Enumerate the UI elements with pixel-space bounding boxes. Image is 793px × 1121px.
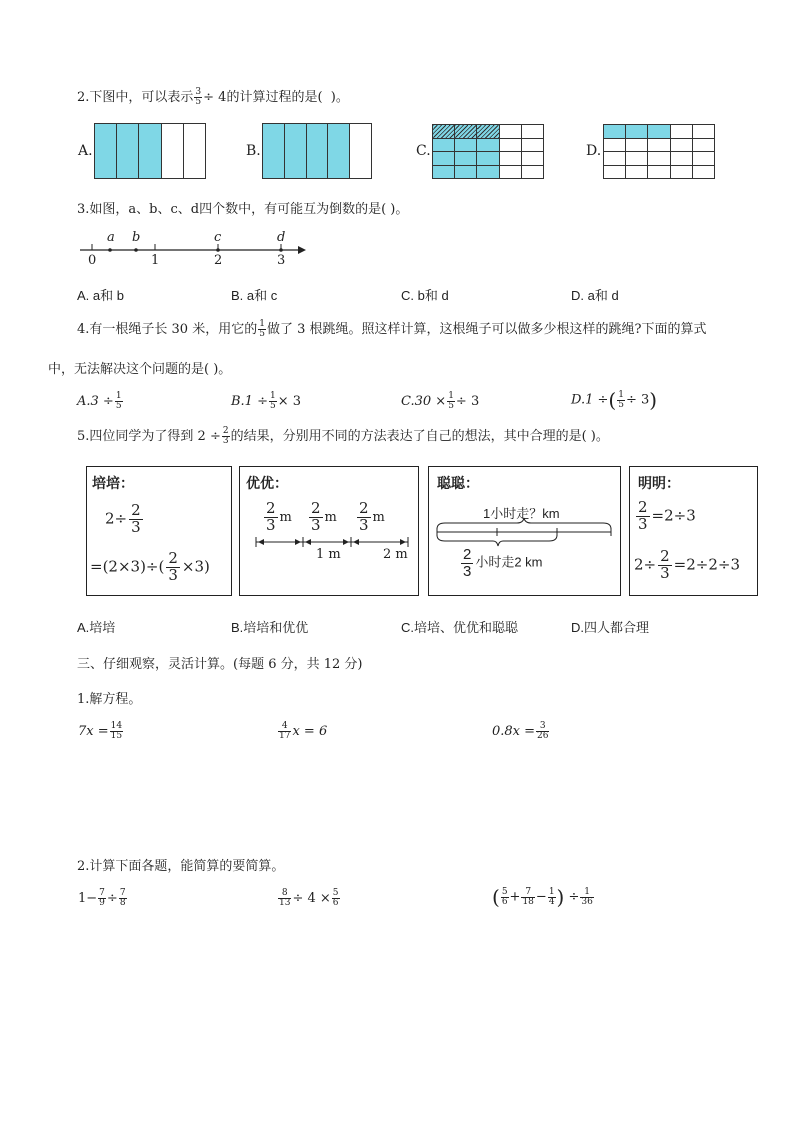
q4-option-d[interactable]: D.1 ÷( $\frac{1}{5}$ ÷ 3) — [571, 388, 658, 412]
congcong-bottom-label: $\frac{2}{3}$ 小时走2 km — [463, 546, 543, 580]
q3-tick-1: 1 — [151, 253, 160, 268]
q4-option-b[interactable]: B.1 ÷ $\frac{1}{5}$ × 3 — [231, 391, 302, 411]
q2-option-d-label[interactable]: D. — [586, 143, 602, 159]
youyou-seg3-label: $\frac{2}{3}$ m — [359, 499, 385, 534]
q5-box-youyou — [239, 466, 419, 596]
q4-option-c[interactable]: C.30 × $\frac{1}{5}$ ÷ 3 — [401, 391, 480, 411]
mingming-name: 明明： — [638, 476, 680, 492]
q5-fraction: $\frac{2}{3}$ — [222, 426, 229, 446]
q5-box-mingming — [629, 466, 758, 596]
mingming-line2: 2÷ $\frac{2}{3}$ =2÷2÷3 — [634, 547, 741, 582]
q2-stem: 2.下图中，可以表示 $\frac{3}{5}$ ÷ 4的计算过程的是( )。 — [77, 87, 349, 107]
calc-3: ( $\frac{5}{6}$ + $\frac{7}{18}$ − $\frac{1}{4}$ ) ÷ $\frac{1}{36}$ — [492, 885, 593, 909]
q5-option-c[interactable]: C.培培、优优和聪聪 — [401, 620, 519, 635]
section3-title: 三、仔细观察，灵活计算。(每题 6 分，共 12 分) — [77, 657, 363, 672]
q3-point-a: a — [107, 230, 115, 245]
q4-option-a[interactable]: A.3 ÷ $\frac{1}{5}$ — [77, 391, 122, 411]
equation-2: $\frac{4}{17}$ x = 6 — [279, 721, 328, 741]
peipei-name: 培培： — [92, 476, 134, 492]
calc-2: $\frac{8}{13}$ ÷ 4 × $\frac{5}{6}$ — [279, 888, 339, 908]
q3-tick-3: 3 — [277, 253, 286, 268]
youyou-label-1m: 1 m — [316, 547, 341, 562]
q3-stem: 3.如图，a、b、c、d四个数中，有可能互为倒数的是( )。 — [77, 202, 409, 217]
q3-point-d: d — [277, 230, 286, 245]
q5-box-congcong — [428, 466, 621, 596]
q4-fraction: $\frac{1}{5}$ — [259, 319, 265, 339]
q4-stem-line2: 中，无法解决这个问题的是( )。 — [48, 362, 232, 377]
q5-option-b[interactable]: B.培培和优优 — [231, 620, 309, 635]
q2-fraction: $\frac{3}{5}$ — [195, 87, 202, 107]
q3-option-d[interactable]: D. a和 d — [571, 288, 619, 303]
q2-option-a-label[interactable]: A. — [78, 143, 93, 159]
q3-point-c: c — [214, 230, 222, 245]
peipei-line1: 2÷ $\frac{2}{3}$ — [105, 501, 141, 536]
calc-1: 1− $\frac{7}{9}$ ÷ $\frac{7}{8}$ — [78, 888, 126, 908]
q3-tick-0: 0 — [88, 253, 97, 268]
equation-1: 7x = $\frac{14}{15}$ — [78, 721, 123, 741]
q2-text-a: 2. — [77, 90, 90, 105]
youyou-label-2m: 2 m — [383, 547, 408, 562]
q3-option-c[interactable]: C. b和 d — [401, 288, 449, 303]
equation-3: 0.8x = $\frac{3}{26}$ — [492, 721, 549, 741]
peipei-line2: =(2×3)÷( $\frac{2}{3}$ ×3) — [90, 549, 210, 584]
congcong-top-label: 1小时走？km — [483, 506, 560, 521]
q5-option-d[interactable]: D.四人都合理 — [571, 620, 650, 635]
q3-option-b[interactable]: B. a和 c — [231, 288, 278, 303]
q3-option-a[interactable]: A. a和 b — [77, 288, 124, 303]
sec3-q2-title: 2.计算下面各题，能简算的要简算。 — [77, 859, 285, 874]
congcong-name: 聪聪： — [437, 476, 479, 492]
q2-option-b-figure — [262, 123, 372, 179]
mingming-line1: $\frac{2}{3}$ =2÷3 — [638, 498, 696, 533]
q5-box-peipei — [86, 466, 232, 596]
q2-option-c-figure — [432, 124, 544, 179]
q2-option-d-figure — [603, 124, 715, 179]
sec3-q1-title: 1.解方程。 — [77, 692, 142, 707]
q2-option-c-label[interactable]: C. — [416, 143, 431, 159]
q4-stem: 4.有一根绳子长 30 米，用它的 $\frac{1}{5}$ 做了 3 根跳绳。照这样计算，这根绳子可以做多少根这样的跳绳?下面的算式 — [77, 319, 707, 339]
q3-tick-2: 2 — [214, 253, 223, 268]
youyou-seg1-label: $\frac{2}{3}$ m — [266, 499, 292, 534]
q5-stem: 5.四位同学为了得到 2 ÷ $\frac{2}{3}$ 的结果，分别用不同的方法表达了自己的想法，其中合理的是( )。 — [77, 426, 609, 446]
q5-option-a[interactable]: A.培培 — [77, 620, 116, 635]
q3-point-b: b — [132, 230, 141, 245]
q2-option-a-figure — [94, 123, 206, 179]
q2-option-b-label[interactable]: B. — [246, 143, 261, 159]
youyou-name: 优优： — [246, 476, 288, 492]
congcong-brace-diagram — [433, 517, 615, 549]
youyou-seg2-label: $\frac{2}{3}$ m — [311, 499, 337, 534]
